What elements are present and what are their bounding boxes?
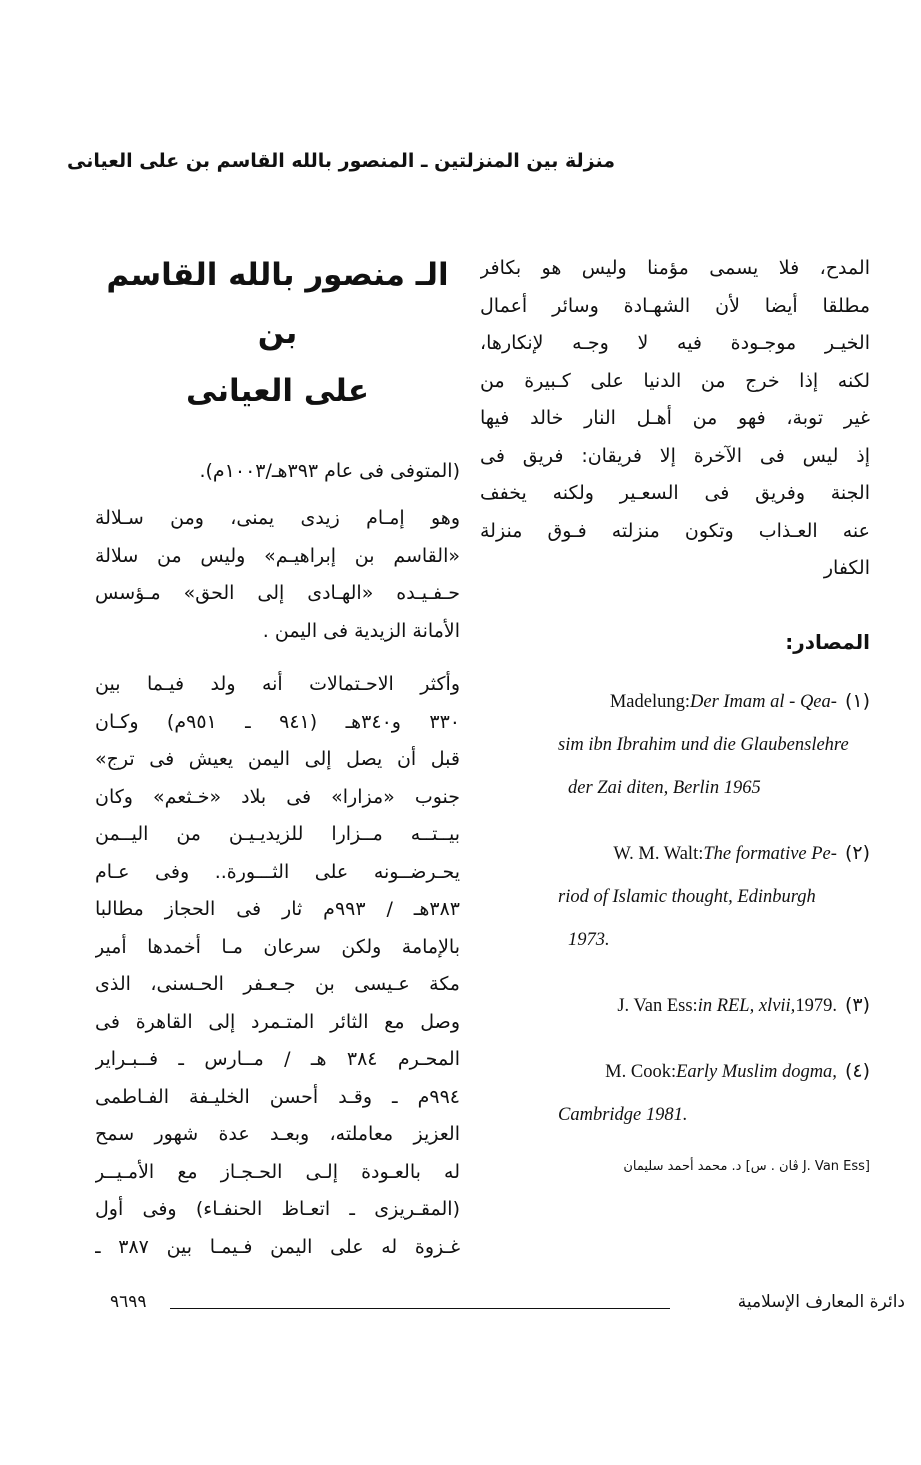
reference-author: J. Van Ess:	[617, 995, 698, 1016]
reference-number: (٣)	[844, 993, 870, 1016]
article-title	[95, 246, 460, 420]
text-line: (المقـريزى ـ اتعـاظ الحنفـاء) وفى أول	[95, 1198, 460, 1220]
text-line: الخيـر موجـودة فيه لا وجـه لإنكارها،	[480, 332, 870, 354]
reference-list	[530, 680, 870, 1137]
reference-title: The formative Pe-	[703, 843, 837, 864]
publication-name: دائرة المعارف الإسلامية	[737, 1292, 905, 1312]
text-line: مطلقا أيضا لأن الشهـادة وسائر أعمال	[480, 294, 870, 317]
reference-item	[530, 984, 870, 1028]
article-title-line: على العيانى	[185, 373, 370, 409]
text-line: قبل أن يصل إلى اليمن يعيش فى ترج»	[95, 748, 460, 770]
reference-title: in REL, xlvii,	[697, 995, 796, 1016]
reference-author: Madelung:	[609, 691, 690, 712]
text-line: الجنة وفريق فى السعـير ولكنه يخفف	[480, 482, 870, 504]
reference-continuation: 1973.	[568, 929, 610, 950]
paragraph	[95, 666, 460, 1266]
text-line: العزيز معاملته، وبعـد عدة شهور سمح	[95, 1123, 460, 1145]
text-line: غير توبة، فهو من أهـل النار خالد فيها	[480, 407, 870, 429]
text-line: جنوب «مزارا» فى بلاد «خـثعم» وكان	[95, 785, 460, 808]
text-line: إذ ليس فى الآخرة إلا فريقان: فريق فى	[480, 444, 870, 467]
reference-continuation: riod of Islamic thought, Edinburgh	[558, 886, 816, 907]
text-line: ٣٨٣هـ / ٩٩٣م ثار فى الحجاز مطالبا	[95, 898, 460, 920]
text-line: ٣٣٠ و٣٤٠هـ (٩٤١ ـ ٩٥١م) وكـان	[95, 710, 460, 733]
text-line: وأكثر الاحـتمالات أنه ولد فيـما بين	[95, 673, 460, 695]
reference-title: Der Imam al - Qea-	[690, 691, 837, 712]
reference-number: (١)	[844, 689, 870, 712]
text-line: بيــتــه مــزارا للزيديـيـن من اليــمن	[95, 823, 460, 845]
text-line: ٩٩٤م ـ وقـد أحسن الخليـفة الفـاطمى	[95, 1085, 460, 1108]
death-date-note: (المتوفى فى عام ٣٩٣هـ/١٠٠٣م).	[199, 460, 460, 482]
sources-heading: المصادر:	[785, 629, 870, 654]
paragraph	[95, 500, 460, 650]
running-head: منزلة بين المنزلتين ـ المنصور بالله القاسم بن على العيانى	[67, 150, 615, 172]
reference-item	[530, 832, 870, 962]
page-number: ٩٦٩٩	[110, 1292, 147, 1312]
text-line: الكفار	[823, 557, 870, 579]
text-line: المدح، فلا يسمى مؤمنا وليس هو بكافر	[480, 257, 870, 279]
reference-author: M. Cook:	[605, 1061, 677, 1082]
text-line: الأمانة الزيدية فى اليمن .	[262, 619, 460, 642]
article-title-line: الـ منصور بالله القاسم بن	[106, 257, 449, 351]
text-line: المحـرم ٣٨٤ هـ / مــارس ـ فــبـراير	[95, 1048, 460, 1070]
reference-continuation: sim ibn Ibrahim und die Glaubenslehre	[558, 734, 849, 755]
reference-item	[530, 1050, 870, 1137]
text-line: «القاسم بن إبراهيـم» وليس من سلالة	[95, 544, 460, 567]
reference-continuation: Cambridge 1981.	[558, 1104, 688, 1125]
reference-item	[530, 680, 870, 810]
text-line: له بالعـودة إلـى الحـجـاز مع الأمـيــر	[95, 1160, 460, 1183]
page-footer	[110, 1292, 905, 1316]
text-line: وصل مع الثائر المتـمرد إلى القاهرة فى	[95, 1010, 460, 1033]
text-line: غـزوة له على اليمن فـيمـا بين ٣٨٧ ـ	[95, 1235, 460, 1258]
reference-author: W. M. Walt:	[613, 843, 704, 864]
text-line: وهو إمـام زيدى يمنى، ومن سـلالة	[95, 507, 460, 529]
right-column	[480, 250, 870, 1174]
text-line: بالإمامة ولكن سرعان مـا أخمدها أمير	[95, 935, 460, 958]
text-line: مكة عـيسى بن جـعـفر الحـسنى، الذى	[95, 973, 460, 995]
text-line: لكنه إذا خرج من الدنيا على كـبيرة من	[480, 369, 870, 392]
continuation-paragraph	[480, 250, 870, 588]
author-credit: د. محمد أحمد سليمان [ڤان . س J. Van Ess]	[623, 1158, 870, 1174]
reference-title: Early Muslim dogma,	[676, 1061, 837, 1082]
reference-year: 1979.	[795, 995, 837, 1016]
text-line: يحـرضــونه على الثـــورة.. وفى عـام	[95, 860, 460, 883]
reference-number: (٢)	[844, 841, 870, 864]
reference-number: (٤)	[844, 1059, 870, 1082]
reference-continuation: der Zai diten, Berlin 1965	[568, 777, 761, 798]
text-line: حـفـيـده «الهـادى إلى الحق» مـؤسس	[95, 582, 460, 604]
left-column	[95, 250, 460, 1266]
footer-rule	[170, 1308, 670, 1309]
text-line: عنه العـذاب وتكون منزلته فـوق منزلة	[480, 519, 870, 542]
